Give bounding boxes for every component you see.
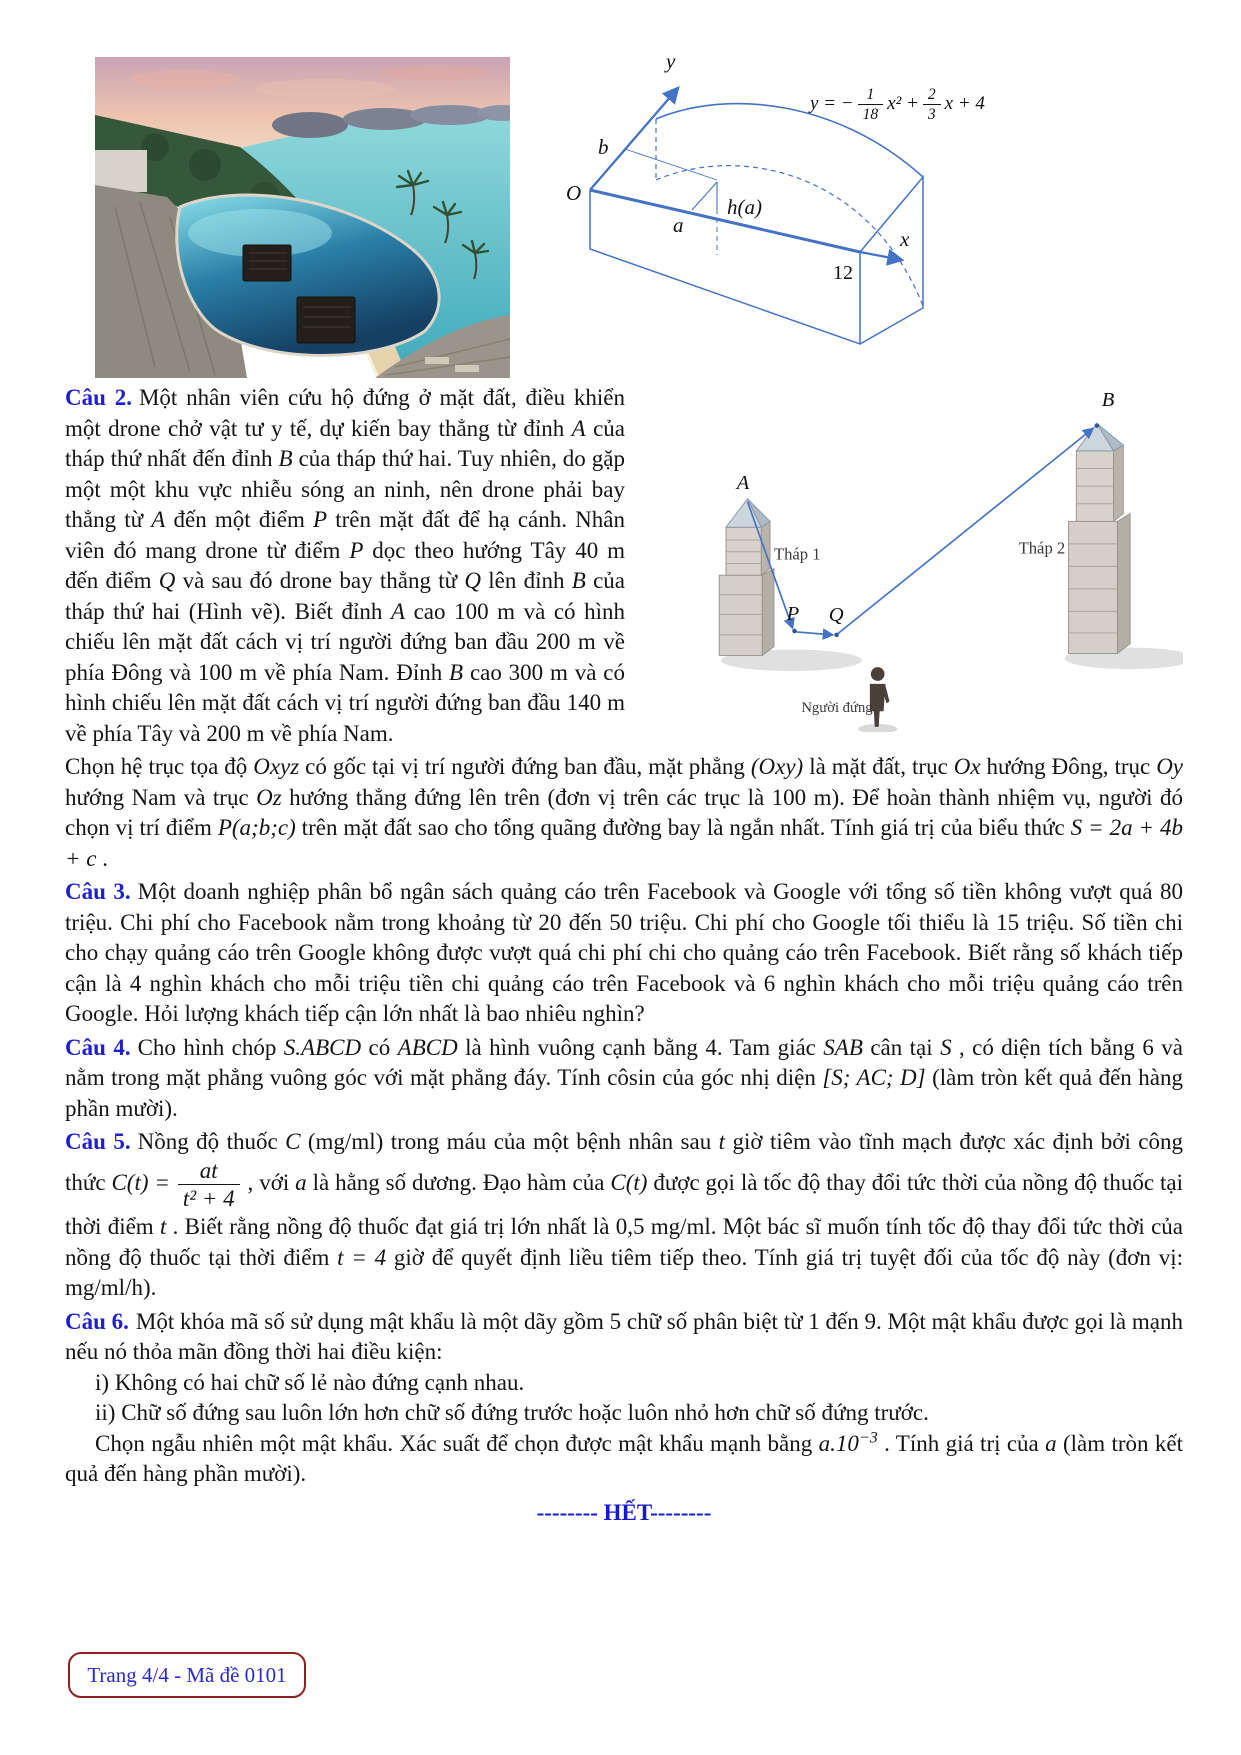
question-4-label: Câu 4. (65, 1034, 131, 1060)
text-segment: hướng Đông, trục (980, 754, 1157, 779)
question-5 (65, 1127, 1183, 1304)
text-segment: được gọi là tốc độ thay đổi tức thời của nồng độ thuốc tại thời điểm (65, 1170, 1183, 1239)
question-2-body (65, 385, 625, 746)
text-segment: . (96, 845, 108, 871)
text-segment: SAB (823, 1034, 863, 1060)
question-6-closing (65, 1429, 1183, 1490)
text-segment: (Oxy) (750, 754, 804, 779)
text-segment: . Tính giá trị của (877, 1430, 1046, 1456)
text-segment: là hằng số dương. Đạo hàm của (306, 1170, 611, 1196)
solid-label-x: x (900, 227, 910, 251)
text-segment: của tháp thứ hai. Tuy nhiên, do gặp một một khu vực nhiễu sóng an ninh, nên drone phải bay thẳng từ (65, 446, 625, 532)
text-segment: (làm tròn kết quả đến hàng phần mười). (65, 1430, 1183, 1486)
text-segment: Q (158, 568, 176, 593)
text-segment: của tháp thứ hai (Hình vẽ). Biết đỉnh (65, 568, 626, 624)
towers-label-P: P (786, 603, 800, 626)
text-segment: giờ để quyết định liều tiêm tiếp theo. Tính giá trị tuyệt đối của tốc độ này (đơn vị: mg/ml/h). (65, 1244, 1183, 1300)
question-3-body (65, 879, 1183, 1026)
text-segment: S.ABCD (283, 1034, 362, 1060)
question-3-label: Câu 3. (65, 879, 131, 904)
text-segment: (mg/ml) trong máu của một bệnh nhân sau (300, 1129, 719, 1154)
text-segment: hướng thẳng đứng lên trên (đơn vị trên các trục là 100 m). Để hoàn thành nhiệm vụ, người đó chọn vị trí điểm (65, 784, 1184, 840)
text-segment: C(t) = (111, 1170, 176, 1196)
question-2 (65, 383, 1183, 749)
question-6-item-ii: ii) Chữ số đứng sau luôn lớn hơn chữ số đứng trước hoặc luôn nhỏ hơn chữ số đứng trước. (95, 1400, 929, 1425)
text-segment: , với (241, 1170, 296, 1196)
question-6 (65, 1307, 1183, 1368)
question-2-label: Câu 2. (65, 385, 132, 410)
top-figures (65, 0, 1183, 383)
text-segment: $\frac{at}{\text{t² + 4}}$ (176, 1158, 242, 1213)
text-segment: B (278, 446, 293, 471)
text-segment: Chọn ngẫu nhiên một mật khẩu. Xác suất để chọn được mật khẩu mạnh bằng (95, 1430, 819, 1456)
text-segment: $\frac{1}{18}$ (856, 86, 886, 124)
towers-label-Q: Q (828, 604, 844, 627)
text-segment: C (285, 1129, 301, 1154)
text-segment: Ox (953, 754, 981, 779)
text-segment: B (449, 659, 464, 685)
text-segment: S (940, 1034, 952, 1060)
text-segment: y = − (810, 93, 854, 115)
text-segment: dọc theo hướng Tây 40 m đến điểm (65, 537, 625, 593)
text-segment: Oz (256, 784, 282, 810)
towers-label-tower1: Tháp 1 (773, 544, 821, 564)
text-segment: S = 2a + 4b + c (65, 815, 1184, 871)
text-segment: Nồng độ thuốc (137, 1129, 286, 1154)
text-segment: Một nhân viên cứu hộ đứng ở mặt đất, điều khiển một drone chở vật tư y tế, dự kiến bay thẳng từ đỉnh (65, 385, 625, 441)
text-segment: P (313, 507, 328, 532)
solid-label-12: 12 (833, 262, 853, 284)
question-6-intro (65, 1309, 1183, 1365)
question-6-item-i: i) Không có hai chữ số lẻ nào đứng cạnh nhau. (95, 1369, 525, 1395)
text-segment: , có diện tích bằng 6 và nằm trong mặt phẳng vuông góc với mặt phẳng đáy. Tính côsin của góc nhị diện (65, 1034, 1183, 1090)
text-segment: Một khóa mã số sử dụng mật khẩu là một dãy gồm 5 chữ số phân biệt từ 1 đến 9. Một mật khẩu được gọi là mạnh nếu nó thỏa mãn đồng thời hai điều kiện: (65, 1308, 1183, 1364)
text-segment: a (295, 1170, 307, 1196)
text-segment: trên mặt đất để hạ cánh. Nhân viên đó mang drone từ điểm (65, 507, 625, 563)
text-segment: giờ tiêm vào tĩnh mạch được xác định bởi công thức (65, 1129, 1184, 1196)
question-3 (65, 877, 1183, 1030)
text-segment: Oxyz (253, 754, 300, 779)
text-segment: t = 4 (337, 1244, 387, 1270)
text-segment: Q (464, 568, 481, 593)
question-2-text (65, 383, 625, 749)
text-segment: P (349, 537, 364, 563)
text-segment: cân tại (862, 1034, 941, 1060)
towers-figure-drawing (635, 345, 1183, 732)
text-segment: A (390, 598, 406, 624)
text-segment: đến một điểm (165, 507, 314, 532)
text-segment: P(a;b;c) (217, 815, 296, 840)
towers-label-tower2: Tháp 2 (1018, 538, 1066, 558)
text-segment: lên đỉnh (480, 568, 572, 593)
text-segment: Một doanh nghiệp phân bổ ngân sách quảng cáo trên Facebook và Google với tổng số tiền không vượt quá 80 triệu. Chi phí cho Facebook nằm trong khoảng từ 20 đến 50 triệu. Chi phí cho Google tối thiểu là 15 triệu. Số tiền chi cho chạy quảng cáo trên Google không được vượt quá chi phí chi cho quảng cáo trên Facebook. Biết rằng số khách tiếp cận là 4 nghìn khách cho mỗi triệu tiền chi quảng cáo trên Facebook và 6 nghìn khách cho mỗi triệu quảng cáo trên Google. Hỏi lượng khách tiếp cận lớn nhất là bao nhiêu nghìn? (65, 879, 1183, 1026)
text-segment: cao 300 m và có hình chiếu lên mặt đất cách vị trí người đứng ban đầu 140 m về phía Tây và 200 m về phía Nam. (65, 659, 625, 746)
text-segment: của tháp thứ nhất đến đỉnh (65, 415, 625, 471)
text-segment: . Biết rằng nồng độ thuốc đạt giá trị lớn nhất là 0,5 mg/ml. Một bác sĩ muốn tính tốc độ thay đổi tức thời của nồng độ thuốc tại thời điểm (65, 1214, 1183, 1270)
solid-label-O: O (566, 181, 582, 205)
text-segment: cao 100 m và có hình chiếu lên mặt đất cách vị trí người đứng ban đầu 200 m về phía Đông và 100 m về phía Nam. Đỉnh (65, 598, 625, 685)
towers-label-A: A (736, 472, 750, 495)
question-4 (65, 1033, 1183, 1125)
text-segment: và sau đó drone bay thẳng từ (175, 568, 465, 593)
text-segment: có (361, 1034, 398, 1060)
text-segment: có gốc tại vị trí người đứng ban đầu, mặt phẳng (299, 754, 751, 779)
solid-label-h: h(a) (727, 195, 762, 219)
text-segment: trên mặt đất sao cho tổng quãng đường bay là ngắn nhất. Tính giá trị của biểu thức (295, 815, 1071, 840)
text-segment: Oy (1156, 754, 1184, 779)
towers-label-B: B (1101, 388, 1115, 411)
question-5-body (65, 1129, 1183, 1300)
text-segment: t (159, 1214, 167, 1239)
solid-figure (540, 42, 1185, 357)
question-2-paragraph (65, 383, 625, 749)
solid-label-b: b (598, 135, 609, 159)
resort-photo-image (95, 57, 510, 378)
text-segment: x² + (887, 93, 919, 115)
towers-figure (635, 345, 1183, 732)
question-2-part2 (65, 752, 1183, 874)
text-segment: a (1045, 1430, 1057, 1456)
text-segment: t (718, 1129, 726, 1154)
text-segment: x + 4 (944, 93, 985, 115)
question-4-body (65, 1035, 1183, 1121)
text-segment: Cho hình chóp (137, 1034, 284, 1060)
text-segment: a.10 (818, 1430, 859, 1456)
text-segment: là hình vuông cạnh bằng 4. Tam giác (457, 1034, 824, 1060)
question-6-label: Câu 6. (65, 1308, 129, 1334)
page-content (65, 0, 1183, 1549)
question-5-label: Câu 5. (65, 1129, 131, 1154)
text-segment: [S; AC; D] (822, 1065, 926, 1090)
standing-person (870, 667, 890, 727)
parabola-equation (808, 86, 987, 124)
text-segment: Chọn hệ trục tọa độ (65, 754, 254, 779)
text-segment: (làm tròn kết quả đến hàng phần mười). (65, 1065, 1183, 1121)
page-footer-label: Trang 4/4 - Mã đề 0101 (87, 1662, 287, 1687)
resort-photo (95, 57, 510, 378)
solid-label-y: y (666, 49, 676, 73)
text-segment: −3 (858, 1428, 878, 1446)
text-segment: ABCD (397, 1034, 458, 1060)
solid-label-a: a (673, 213, 684, 237)
text-segment: A (151, 507, 166, 532)
text-segment: A (571, 415, 586, 441)
text-segment: B (571, 568, 586, 593)
text-segment: là mặt đất, trục (803, 754, 954, 779)
text-segment: $\frac{2}{3}$ (921, 86, 943, 124)
text-segment: C(t) (610, 1170, 648, 1196)
towers-label-person: Người đứng (801, 700, 873, 717)
text-segment: hướng Nam và trục (65, 784, 257, 810)
end-marker: -------- HẾT-------- (536, 1499, 712, 1525)
page-footer (68, 1652, 306, 1698)
